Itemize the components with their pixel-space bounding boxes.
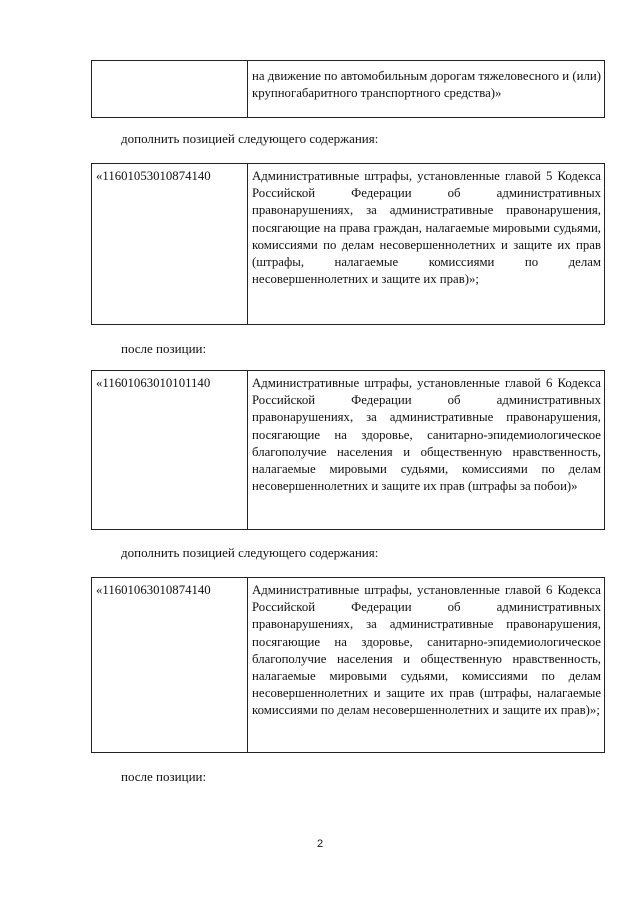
code-cell: «11601063010874140 [92,578,248,752]
instruction-paragraph: после позиции: [121,769,207,784]
instruction-paragraph: после позиции: [121,341,207,356]
code-cell [92,61,248,117]
instruction-paragraph: дополнить позицией следующего содержания: [121,131,379,146]
code-cell: «11601053010874140 [92,164,248,324]
table-row [91,370,605,530]
table-row [91,577,605,753]
description-cell: на движение по автомобильным дорогам тяжеловесного и (или) крупногабаритного транспортного средства)» [252,69,601,101]
description-cell: Административные штрафы, установленные главой 5 Кодекса Российской Федерации об административных правонарушениях, за административные правонарушения, посягающие на права граждан, налагаемые мировыми судьями, комиссиями по делам несовершеннолетних и защите их прав (штрафы, налагаемые комиссиями по делам несовершеннолетних и защите их прав)»; [252,169,601,287]
page-number: 2 [316,838,324,850]
table-row [91,163,605,325]
instruction-paragraph: дополнить позицией следующего содержания: [121,545,379,560]
description-cell: Административные штрафы, установленные главой 6 Кодекса Российской Федерации об административных правонарушениях, за административные правонарушения, посягающие на здоровье, санитарно-эпидемиологическое благополучие населения и общественную нравственность, налагаемые мировыми судьями, комиссиями по делам несовершеннолетних и защите их прав (штрафы за побои)» [252,376,601,494]
code-cell: «11601063010101140 [92,371,248,529]
description-cell: Административные штрафы, установленные главой 6 Кодекса Российской Федерации об административных правонарушениях, за административные правонарушения, посягающие на здоровье, санитарно-эпидемиологическое благополучие населения и общественную нравственность, налагаемые мировыми судьями, комиссиями по делам несовершеннолетних и защите их прав (штрафы, налагаемые комиссиями по делам несовершеннолетних и защите их прав)»; [252,583,601,718]
table-row-continuation [91,60,605,118]
